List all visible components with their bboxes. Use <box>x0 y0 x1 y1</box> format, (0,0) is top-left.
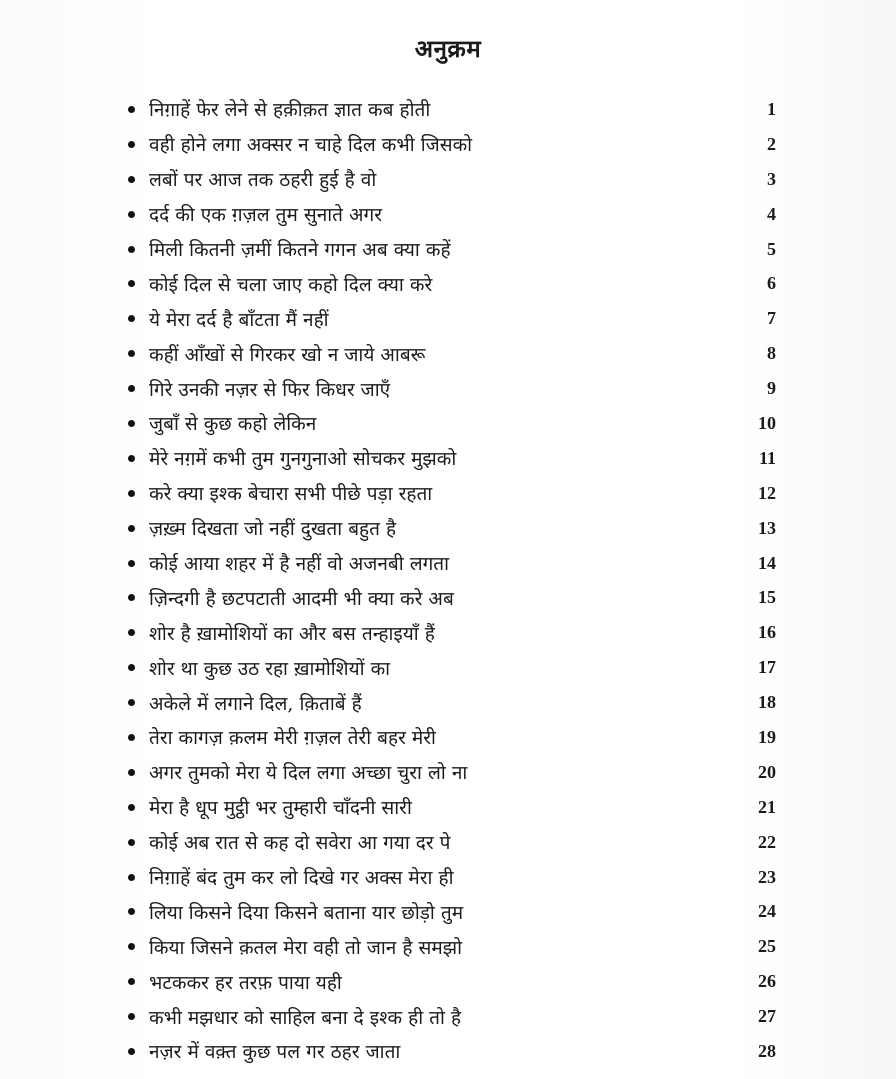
toc-entry-page-number: 22 <box>758 831 776 852</box>
toc-entry-page-number: 18 <box>758 692 776 713</box>
toc-entry <box>124 894 776 929</box>
bullet-icon <box>128 490 135 497</box>
toc-entry <box>124 615 776 650</box>
toc-entry-title: कभी मझधार को साहिल बना दे इश्क ही तो है <box>149 1006 462 1029</box>
toc-entry-page-number: 7 <box>767 308 776 329</box>
toc-entry <box>124 825 776 860</box>
toc-entry <box>124 92 776 127</box>
bullet-icon <box>128 211 135 218</box>
bullet-icon <box>128 525 135 532</box>
toc-entry-page-number: 17 <box>758 657 776 678</box>
toc-entry <box>124 441 776 476</box>
toc-entry-title: ज़िन्दगी है छटपटाती आदमी भी क्या करे अब <box>149 587 454 610</box>
bullet-icon <box>128 978 135 985</box>
bullet-icon <box>128 699 135 706</box>
bullet-icon <box>128 1048 135 1055</box>
toc-entry <box>124 301 776 336</box>
toc-entry <box>124 790 776 825</box>
toc-entry <box>124 650 776 685</box>
toc-entry-title: मिली कितनी ज़मीं कितने गगन अब क्या कहें <box>149 239 451 261</box>
toc-entry-page-number: 10 <box>758 412 776 433</box>
bullet-icon <box>128 141 135 148</box>
toc-entry-title: ये मेरा दर्द है बाँटता मैं नहीं <box>149 308 329 331</box>
toc-entry-page-number: 19 <box>758 726 776 747</box>
toc-entry-page-number: 15 <box>758 587 776 608</box>
toc-entry <box>124 406 776 441</box>
bullet-icon <box>128 908 135 915</box>
bullet-icon <box>128 769 135 776</box>
toc-entry-title: कोई अब रात से कह दो सवेरा आ गया दर पे <box>149 832 451 855</box>
toc-entry-title: लबों पर आज तक ठहरी हुई है वो <box>149 169 377 192</box>
toc-entry-page-number: 23 <box>758 866 776 887</box>
toc-entry-title: गिरे उनकी नज़र से फिर किधर जाएँ <box>149 378 391 401</box>
toc-entry-page-number: 6 <box>767 273 776 294</box>
toc-entry <box>124 580 776 615</box>
toc-entry-page-number: 21 <box>758 796 776 817</box>
toc-entry <box>124 232 776 267</box>
toc-entry-page-number: 27 <box>758 1006 776 1027</box>
toc-entry <box>124 929 776 964</box>
toc-entry <box>124 162 776 197</box>
toc-entry <box>124 860 776 895</box>
bullet-icon <box>128 943 135 950</box>
toc-entry-title: कोई आया शहर में है नहीं वो अजनबी लगता <box>149 553 450 576</box>
toc-entry-title: मेरे नग़में कभी तुम गुनगुनाओ सोचकर मुझको <box>149 448 457 471</box>
toc-entry <box>124 371 776 406</box>
toc-entry-page-number: 4 <box>767 203 776 224</box>
toc-entry-page-number: 20 <box>758 761 776 782</box>
bullet-icon <box>128 734 135 741</box>
toc-entry <box>124 546 776 581</box>
toc-entry-title: दर्द की एक ग़ज़ल तुम सुनाते अगर <box>149 204 383 227</box>
toc-entry-page-number: 28 <box>758 1040 776 1061</box>
toc-entry-title: जुबाँ से कुछ कहो लेकिन <box>149 413 317 436</box>
toc-entry-title: नज़र में वक़्त कुछ पल गर ठहर जाता <box>149 1041 401 1064</box>
toc-entry-title: ज़ख़्म दिखता जो नहीं दुखता बहुत है <box>149 518 397 541</box>
bullet-icon <box>128 106 135 113</box>
toc-entry-title: भटककर हर तरफ़ पाया यही <box>149 971 342 994</box>
toc-entry <box>124 266 776 301</box>
toc-entry-title: निग़ाहें फेर लेने से हक़ीक़त ज्ञात कब होती <box>149 99 431 122</box>
toc-entry <box>124 755 776 790</box>
bullet-icon <box>128 1013 135 1020</box>
toc-entry-title: निग़ाहें बंद तुम कर लो दिखे गर अक्स मेरा ही <box>149 867 454 890</box>
toc-entry <box>124 127 776 162</box>
bullet-icon <box>128 560 135 567</box>
toc-entry-title: तेरा कागज़ क़लम मेरी ग़ज़ल तेरी बहर मेरी <box>149 727 436 750</box>
toc-entry-title: लिया किसने दिया किसने बताना यार छोड़ो तुम <box>149 901 464 924</box>
bullet-icon <box>128 874 135 881</box>
bullet-icon <box>128 455 135 462</box>
bullet-icon <box>128 280 135 287</box>
toc-entry-title: अकेले में लगाने दिल, क़िताबें हैं <box>149 692 362 715</box>
toc-entry <box>124 999 776 1034</box>
toc-entry-page-number: 24 <box>758 901 776 922</box>
bullet-icon <box>128 594 135 601</box>
toc-entry-title: शोर था कुछ उठ रहा ख़ामोशियों का <box>149 657 391 680</box>
toc-entry <box>124 720 776 755</box>
bullet-icon <box>128 176 135 183</box>
toc-entry-page-number: 3 <box>767 168 776 189</box>
toc-entry-page-number: 11 <box>758 447 776 468</box>
toc-entry <box>124 197 776 232</box>
toc-entry <box>124 476 776 511</box>
toc-entry-page-number: 25 <box>758 936 776 957</box>
bullet-icon <box>128 664 135 671</box>
page-title: अनुक्रम <box>414 34 482 63</box>
toc-entry-page-number: 16 <box>758 622 776 643</box>
toc-entry <box>124 511 776 546</box>
toc-entry-page-number: 2 <box>767 133 776 154</box>
toc-entry-page-number: 1 <box>767 98 776 119</box>
bullet-icon <box>128 350 135 357</box>
toc-entry-page-number: 26 <box>758 971 776 992</box>
toc-entry <box>124 1034 776 1069</box>
toc-entry <box>124 685 776 720</box>
bullet-icon <box>128 629 135 636</box>
toc-entry <box>124 964 776 999</box>
bullet-icon <box>128 385 135 392</box>
bullet-icon <box>128 839 135 846</box>
bullet-icon <box>128 804 135 811</box>
toc-entry-page-number: 8 <box>767 343 776 364</box>
toc-entry-page-number: 13 <box>758 517 776 538</box>
toc-entry-title: मेरा है धूप मुट्ठी भर तुम्हारी चाँदनी सारी <box>149 797 412 820</box>
toc-entry-title: शोर है ख़ामोशियों का और बस तन्हाइयाँ हैं <box>149 622 435 645</box>
toc-entry-page-number: 14 <box>758 552 776 573</box>
bullet-icon <box>128 420 135 427</box>
toc-entry-title: करे क्या इश्क बेचारा सभी पीछे पड़ा रहता <box>149 483 433 506</box>
toc-entry-page-number: 9 <box>767 378 776 399</box>
toc-entry-title: कोई दिल से चला जाए कहो दिल क्या करे <box>149 273 433 296</box>
toc-entry-page-number: 5 <box>767 238 776 259</box>
toc-entry-page-number: 12 <box>758 482 776 503</box>
toc-entry-title: कहीं आँखों से गिरकर खो न जाये आबरू <box>149 343 426 366</box>
toc-entry-title: किया जिसने क़तल मेरा वही तो जान है समझो <box>149 936 463 959</box>
table-of-contents <box>124 92 776 1069</box>
toc-entry <box>124 336 776 371</box>
bullet-icon <box>128 315 135 322</box>
bullet-icon <box>128 246 135 253</box>
toc-entry-title: वही होने लगा अक्सर न चाहे दिल कभी जिसको <box>149 134 473 157</box>
toc-entry-title: अगर तुमको मेरा ये दिल लगा अच्छा चुरा लो ना <box>149 762 468 785</box>
